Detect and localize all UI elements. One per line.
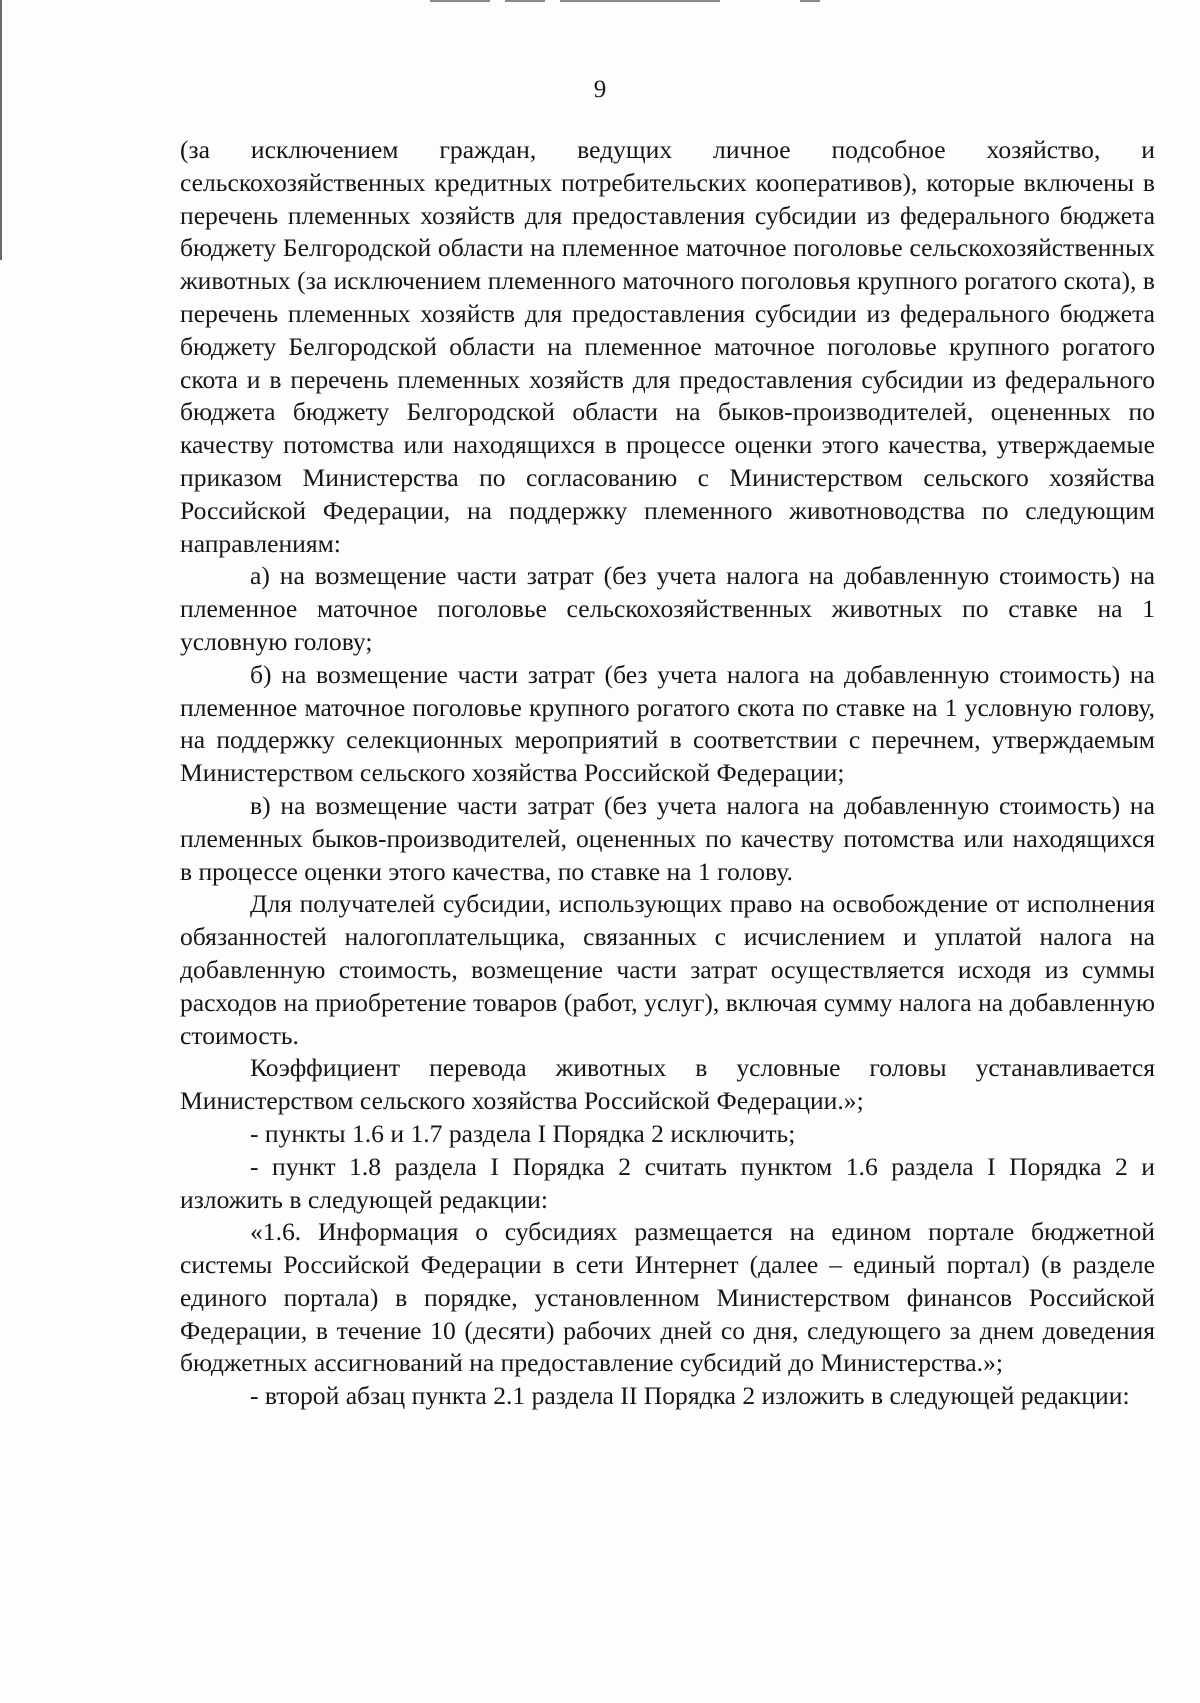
paragraph: «1.6. Информация о субсидиях размещается на едином портале бюджетной системы Российской Федерации в сети Интернет (далее – единый портал) (в разделе единого портала) в порядке, установленном Министерством финансов Российской Федерации, в течение 10 (десяти) рабочих дней со дня, следующего за днем доведения бюджетных ассигнований на предоставление субсидий до Министерства.»; bbox=[180, 1217, 1155, 1378]
scan-top-mark bbox=[560, 0, 720, 2]
page-number: 9 bbox=[593, 76, 607, 103]
scan-top-mark bbox=[430, 0, 490, 2]
paragraph: в) на возмещение части затрат (без учета налога на добавленную стоимость) на племенных быков-производителей, оцененных по качеству потомства или находящихся в процессе оценки этого качества, по ставке на 1 голову. bbox=[180, 790, 1155, 886]
paragraph: - пункты 1.6 и 1.7 раздела I Порядка 2 исключить; bbox=[250, 1118, 796, 1148]
scan-left-edge bbox=[0, 0, 2, 260]
paragraph: Коэффициент перевода животных в условные головы устанавливается Министерством сельского хозяйства Российской Федерации.»; bbox=[180, 1053, 1155, 1116]
paragraph: б) на возмещение части затрат (без учета налога на добавленную стоимость) на племенное маточное поголовье крупного рогатого скота по ставке на 1 условную голову, на поддержку селекционных мероприятий в соответствии с перечнем, утверждаемым Министерством сельского хозяйства Российской Федерации; bbox=[180, 659, 1155, 788]
scan-top-mark bbox=[800, 0, 820, 2]
paragraph: Для получателей субсидии, использующих право на освобождение от исполнения обязанностей налогоплательщика, связанных с исчислением и уплатой налога на добавленную стоимость, возмещение части затрат осуществляется исходя из суммы расходов на приобретение товаров (работ, услуг), включая сумму налога на добавленную стоимость. bbox=[180, 889, 1155, 1050]
paragraph: (за исключением граждан, ведущих личное подсобное хозяйство, и сельскохозяйственных кредитных потребительских кооперативов), которые включены в перечень племенных хозяйств для предоставления субсидии из федерального бюджета бюджету Белгородской области на племенное маточное поголовье сельскохозяйственных животных (за исключением племенного маточного поголовья крупного рогатого скота), в перечень племенных хозяйств для предоставления субсидии из федерального бюджета бюджету Белгородской области на племенное маточное поголовье крупного рогатого скота и в перечень племенных хозяйств для предоставления субсидии из федерального бюджета бюджету Белгородской области на быков-производителей, оцененных по качеству потомства или находящихся в процессе оценки этого качества, утверждаемые приказом Министерства по согласованию с Министерством сельского хозяйства Российской Федерации, на поддержку племенного животноводства по следующим направлениям: bbox=[180, 135, 1155, 558]
paragraph: а) на возмещение части затрат (без учета налога на добавленную стоимость) на племенное маточное поголовье сельскохозяйственных животных по ставке на 1 условную голову; bbox=[180, 561, 1155, 656]
scan-top-mark bbox=[505, 0, 545, 2]
paragraph: - второй абзац пункта 2.1 раздела II Порядка 2 изложить в следующей редакции: bbox=[250, 1381, 1130, 1411]
paragraph: - пункт 1.8 раздела I Порядка 2 считать пунктом 1.6 раздела I Порядка 2 и изложить в следующей редакции: bbox=[180, 1151, 1155, 1214]
document-body bbox=[180, 134, 1155, 1413]
